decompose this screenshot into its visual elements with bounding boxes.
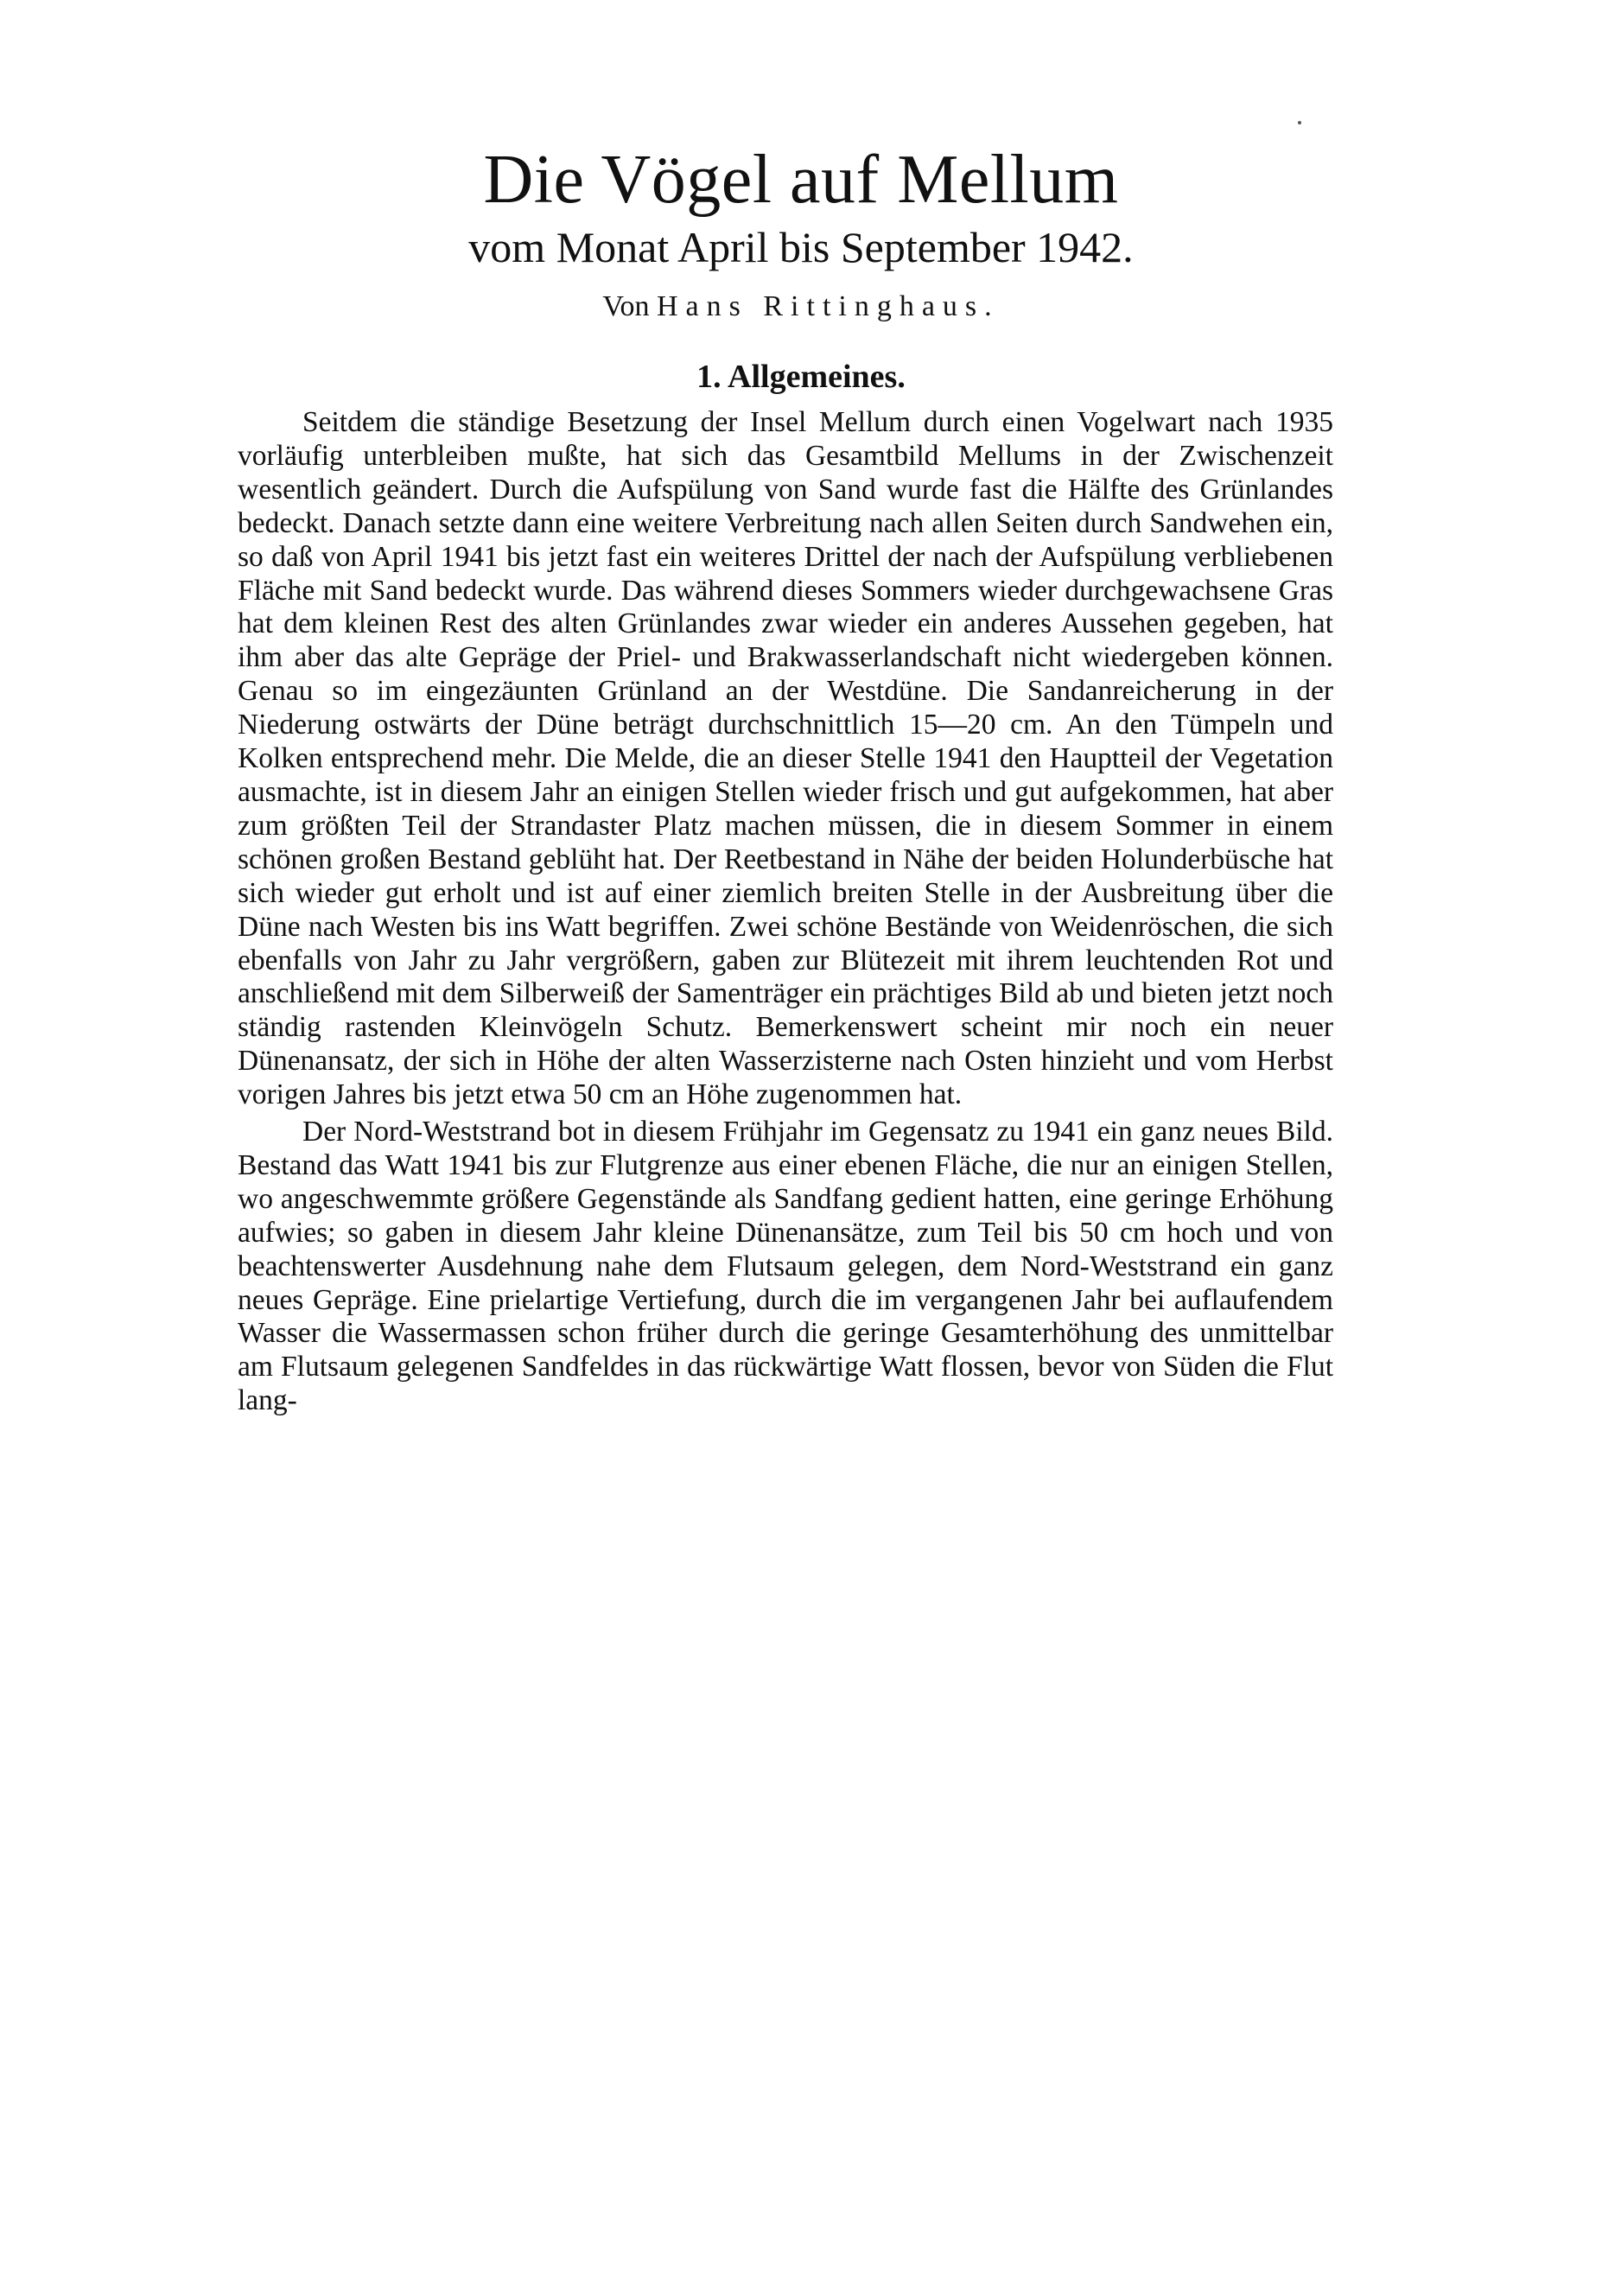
section-heading: 1. Allgemeines. (696, 359, 906, 395)
author-name: Hans Rittinghaus. (657, 290, 1000, 322)
article-subtitle: vom Monat April bis September 1942. (468, 223, 1134, 271)
article-body (238, 406, 1333, 1418)
paragraph: Der Nord-Weststrand bot in diesem Frühjahr im Gegensatz zu 1941 ein ganz neues Bild. Bestand das Watt 1941 bis zur Flutgrenze aus einer ebenen Fläche, die nur an einigen Stellen, wo angeschwemmte größere Gegenstände als Sandfang gedient hatten, eine geringe Erhöhung aufwies; so gaben in diesem Jahr kleine Dünenansätze, zum Teil bis 50 cm hoch und von beachtenswerter Ausdehnung nahe dem Flutsaum gelegen, dem Nord-Weststrand ein ganz neues Gepräge. Eine prielartige Vertiefung, durch die im vergangenen Jahr bei auflaufendem Wasser die Wassermassen schon früher durch die geringe Gesamterhöhung des unmittelbar am Flutsaum gelegenen Sandfeldes in das rückwärtige Watt flossen, bevor von Süden die Flut lang- (238, 1116, 1333, 1417)
article-title: Die Vögel auf Mellum (483, 142, 1119, 218)
paragraph: Seitdem die ständige Besetzung der Insel Mellum durch einen Vogelwart nach 1935 vorläufig unterbleiben mußte, hat sich das Gesamtbild Mellums in der Zwischenzeit wesentlich geändert. Durch die Aufspülung von Sand wurde fast die Hälfte des Grünlandes bedeckt. Danach setzte dann eine weitere Verbreitung nach allen Seiten durch Sandwehen ein, so daß von April 1941 bis jetzt fast ein weiteres Drittel der nach der Aufspülung verbliebenen Fläche mit Sand bedeckt wurde. Das während dieses Sommers wieder durchgewachsene Gras hat dem kleinen Rest des alten Grünlandes zwar wieder ein anderes Aussehen gegeben, hat ihm aber das alte Gepräge der Priel- und Brakwasserlandschaft nicht wiedergeben können. Genau so im eingezäunten Grünland an der Westdüne. Die Sandanreicherung in der Niederung ostwärts der Düne beträgt durchschnittlich 15—20 cm. An den Tümpeln und Kolken entsprechend mehr. Die Melde, die an dieser Stelle 1941 den Hauptteil der Vegetation ausmachte, ist in diesem Jahr an einigen Stellen wieder frisch und gut aufgekommen, hat aber zum größten Teil der Strandaster Platz machen müssen, die in diesem Sommer in einem schönen großen Bestand geblüht hat. Der Reetbestand in Nähe der beiden Holunderbüsche hat sich wieder gut erholt und ist auf einer ziemlich breiten Stelle in der Ausbreitung über die Düne nach Westen bis ins Watt begriffen. Zwei schöne Bestände von Weidenröschen, die sich ebenfalls von Jahr zu Jahr vergrößern, gaben zur Blütezeit mit ihrem leuchtenden Rot und anschließend mit dem Silberweiß der Samenträger ein prächtiges Bild ab und bieten jetzt noch ständig rastenden Kleinvögeln Schutz. Bemerkenswert scheint mir noch ein neuer Dünenansatz, der sich in Höhe der alten Wasserzisterne nach Osten hinzieht und vom Herbst vorigen Jahres bis jetzt etwa 50 cm an Höhe zugenommen hat. (238, 406, 1333, 1111)
author-prefix: Von (602, 290, 650, 322)
author-line (0, 288, 1602, 326)
scan-speck (1298, 121, 1301, 124)
